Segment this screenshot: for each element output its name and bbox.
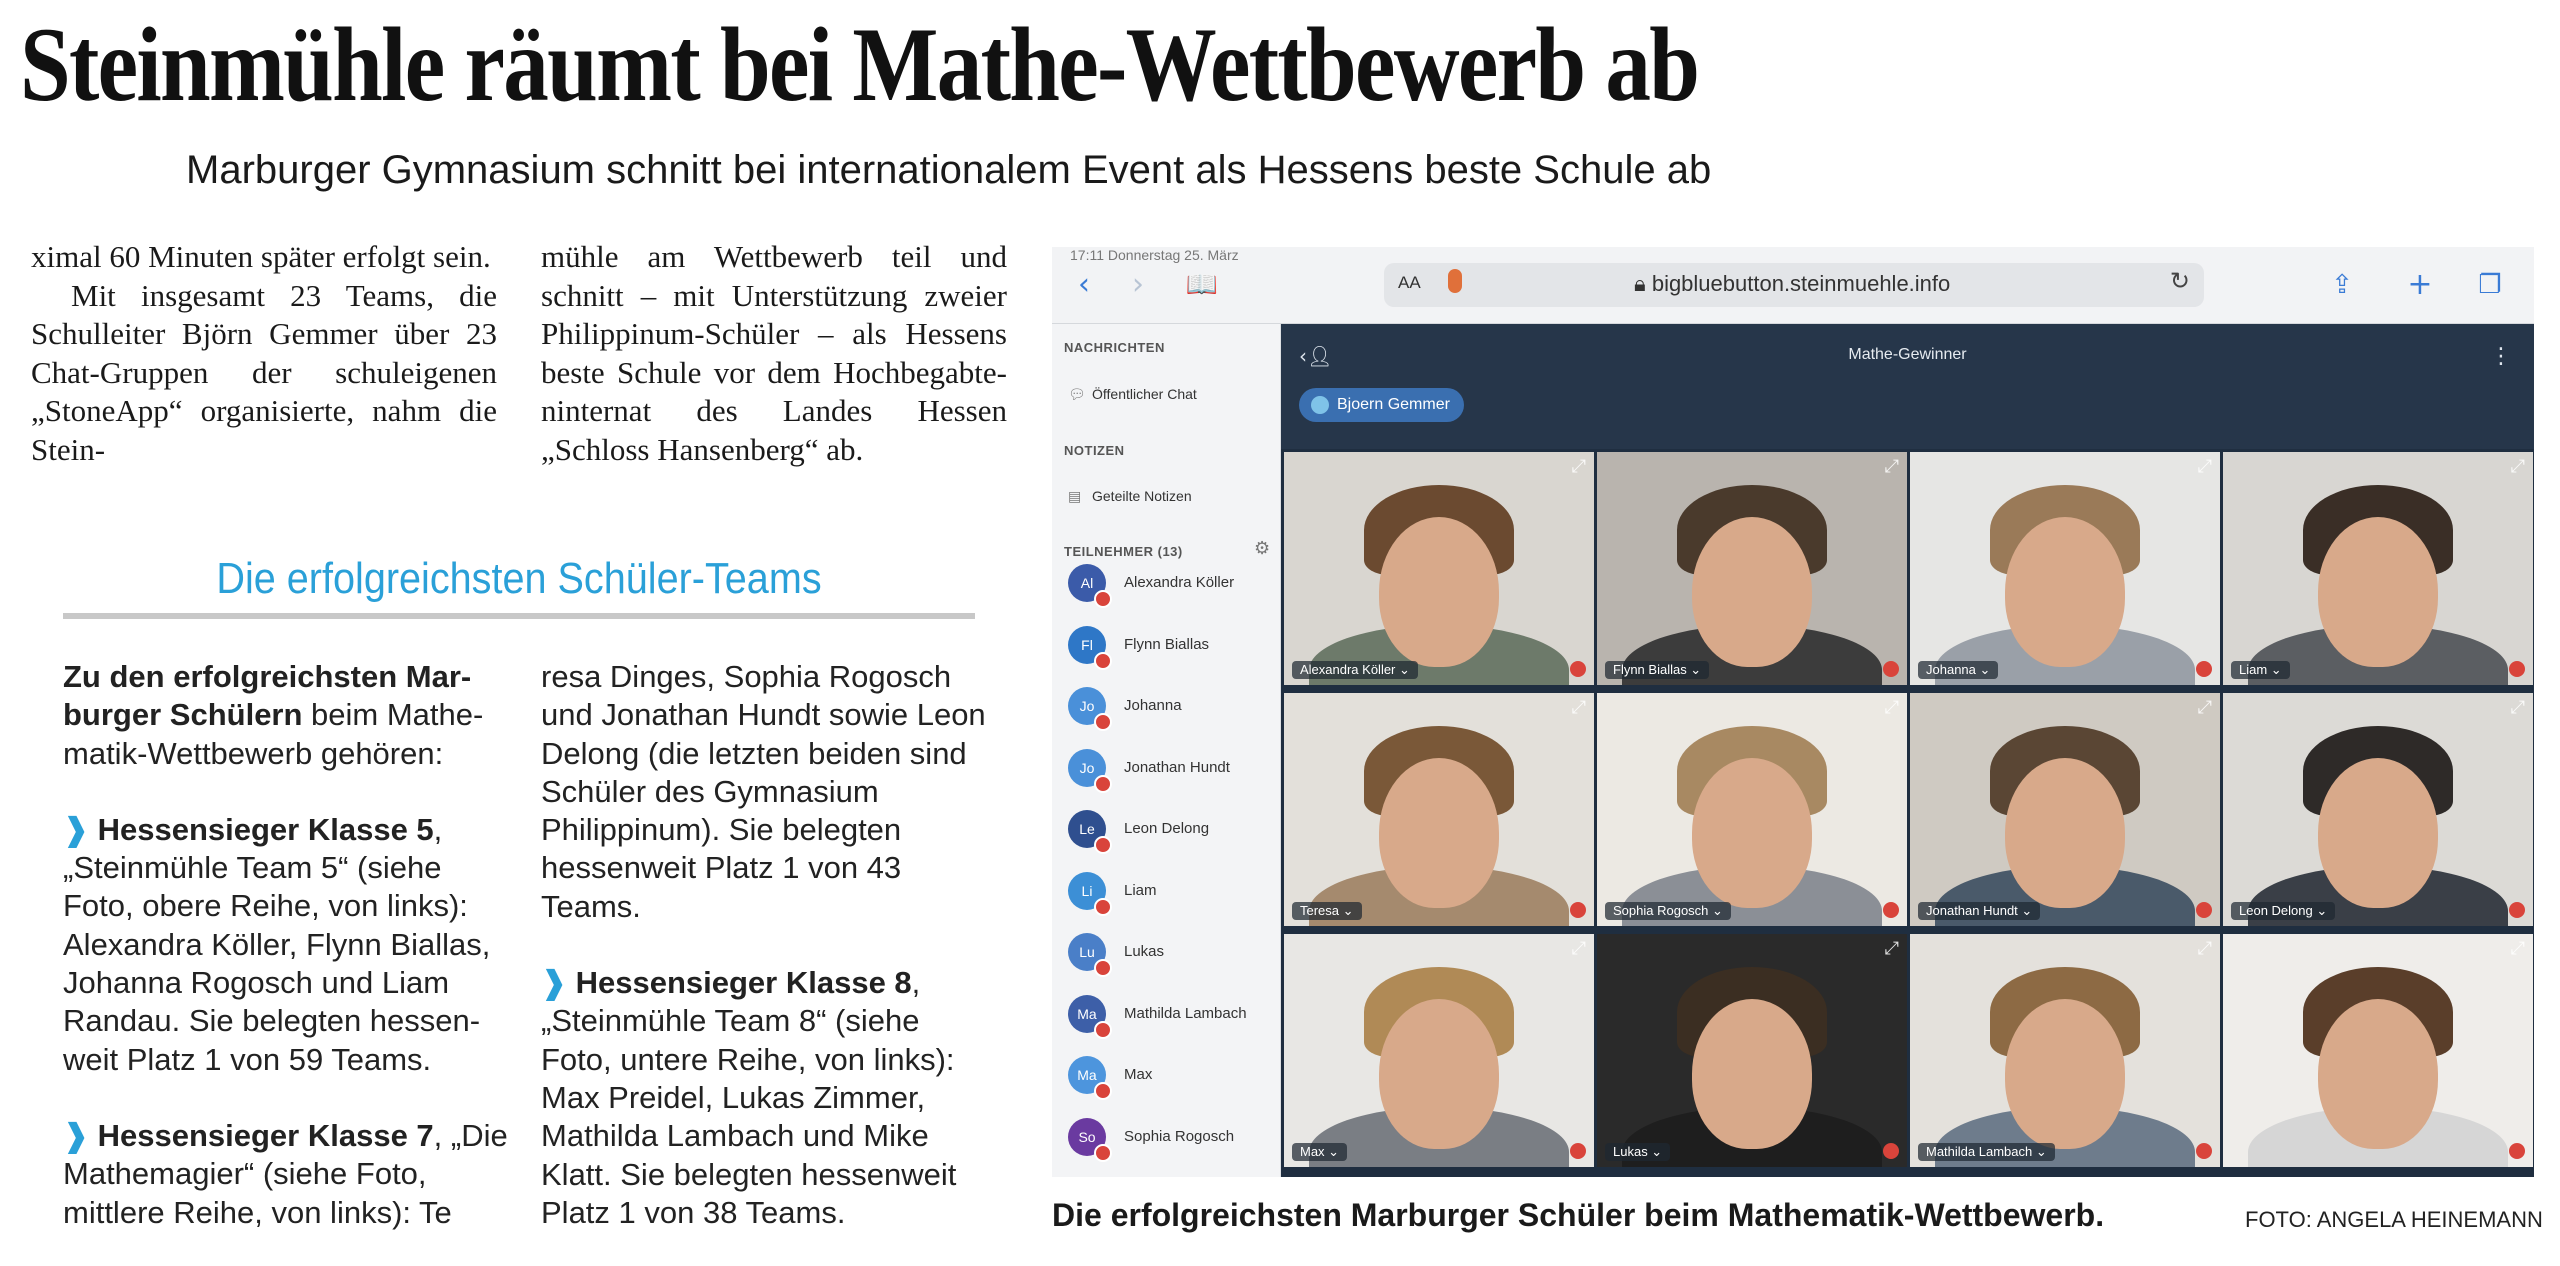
body-paragraph: mühle am Wettbewerb teil und schnitt – mit Unterstützung zweier Philippinum-Schüler – als Hessens beste Schule vor dem Hochbegabteninternat des Landes Hessen „Schloss Hansenberg“ ab. — [541, 239, 1007, 467]
avatar: Lu — [1068, 933, 1106, 971]
participant-name: Mathilda Lambach — [1124, 1004, 1247, 1022]
chat-bubble-icon: 💬︎ — [1068, 387, 1086, 403]
muted-mic-icon — [1094, 959, 1112, 977]
video-tile[interactable] — [2223, 693, 2533, 926]
fullscreen-icon[interactable]: ⤢ — [2510, 938, 2525, 959]
video-tile[interactable] — [1597, 693, 1907, 926]
participant-video-face — [1379, 517, 1499, 667]
photo-credit: FOTO: ANGELA HEINEMANN — [2245, 1207, 2543, 1232]
participant-video-face — [2318, 999, 2438, 1149]
messages-header: NACHRICHTEN — [1064, 340, 1165, 355]
participant-video-face — [1692, 758, 1812, 908]
muted-mic-icon — [1094, 713, 1112, 731]
video-name-label[interactable]: Leon Delong ⌄ — [2231, 902, 2335, 920]
participant-item[interactable] — [1068, 560, 1273, 608]
forward-arrow-icon[interactable]: › — [1132, 267, 1144, 302]
avatar: Ma — [1068, 1056, 1106, 1094]
entry-text: , „Die Mathemagier“ (siehe Foto, mittlere Reihe, von links): Te — [63, 1117, 508, 1230]
bullet-icon: ❱ — [63, 1117, 89, 1153]
muted-mic-icon — [2196, 1143, 2212, 1159]
presenter-badge[interactable]: Bjoern Gemmer — [1299, 388, 1464, 422]
infobox-column-1 — [63, 658, 513, 1232]
fullscreen-icon[interactable]: ⤢ — [1884, 938, 1899, 959]
participant-name: Sophia Rogosch — [1124, 1127, 1235, 1145]
bullet-icon: ❱ — [63, 811, 89, 847]
video-name-label[interactable]: Flynn Biallas ⌄ — [1605, 661, 1709, 679]
participant-name: Leon Delong — [1124, 820, 1210, 837]
fullscreen-icon[interactable]: ⤢ — [2197, 697, 2212, 718]
entry-text: , „Steinmühle Team 5“ (siehe Foto, obere Reihe, von links): Alexandra Köller, Flynn Biallas, Johanna Rogosch und Liam Randau. Sie belegten hessenweit Platz 1 von 59 Teams. — [63, 811, 491, 1077]
fullscreen-icon[interactable]: ⤢ — [2510, 697, 2525, 718]
fullscreen-icon[interactable]: ⤢ — [2510, 456, 2525, 477]
muted-mic-icon — [1094, 898, 1112, 916]
video-name-label[interactable]: Alexandra Köller ⌄ — [1292, 661, 1418, 679]
entry-title: Hessensieger Klasse 7 — [97, 1117, 434, 1153]
avatar: So — [1068, 1118, 1106, 1156]
fullscreen-icon[interactable]: ⤢ — [1571, 456, 1586, 477]
infobox-entry-class-7 — [63, 1117, 513, 1232]
video-tile[interactable] — [1910, 452, 2220, 685]
participant-video-face — [2318, 517, 2438, 667]
body-paragraph: Mit insgesamt 23 Teams, die Schulleiter Björn Gemmer über 23 Chat-Gruppen der schuleigenen „StoneApp“ organisierte, nahm die Stein- — [31, 277, 497, 467]
back-arrow-icon[interactable]: ‹ — [1078, 267, 1090, 302]
muted-mic-icon — [2196, 902, 2212, 918]
shared-notes-label: Geteilte Notizen — [1092, 488, 1192, 504]
infobox-divider — [63, 613, 975, 619]
participant-name: Flynn Biallas — [1124, 635, 1210, 653]
video-name-label[interactable]: Mathilda Lambach ⌄ — [1918, 1143, 2055, 1161]
muted-mic-icon — [1570, 902, 1586, 918]
muted-mic-icon — [1094, 1082, 1112, 1100]
fullscreen-icon[interactable]: ⤢ — [1571, 697, 1586, 718]
participant-item[interactable] — [1068, 622, 1273, 670]
participant-item[interactable] — [1068, 683, 1273, 731]
microphone-icon[interactable] — [1448, 269, 1462, 293]
infobox-intro-text: beim Mathematik-Wettbewerb gehören: — [63, 697, 484, 771]
video-name-label[interactable]: Jonathan Hundt ⌄ — [1918, 902, 2040, 920]
participant-video-face — [1692, 517, 1812, 667]
video-tile[interactable] — [1284, 693, 1594, 926]
participant-video-face — [2005, 517, 2125, 667]
infobox-title: Die erfolgreichsten Schüler-Teams — [216, 554, 822, 603]
infobox-intro — [63, 658, 513, 773]
user-list-toggle-icon[interactable]: ‹👤︎ — [1299, 344, 1333, 368]
avatar: Li — [1068, 872, 1106, 910]
muted-mic-icon — [2509, 1143, 2525, 1159]
participant-name: Johanna — [1124, 697, 1182, 714]
participant-video-face — [1379, 999, 1499, 1149]
participant-video-face — [2005, 758, 2125, 908]
video-name-label[interactable]: Liam ⌄ — [2231, 661, 2290, 679]
participant-item[interactable] — [1068, 868, 1273, 916]
video-tile[interactable] — [1597, 452, 1907, 685]
bbb-sidebar — [1052, 324, 1281, 1177]
participant-item[interactable] — [1068, 806, 1273, 854]
muted-mic-icon — [1094, 1144, 1112, 1162]
participant-item[interactable] — [1068, 929, 1273, 977]
fullscreen-icon[interactable]: ⤢ — [1884, 456, 1899, 477]
room-title: Mathe-Gewinner — [1848, 346, 1967, 363]
browser-toolbar — [1052, 247, 2534, 324]
bookmarks-book-icon[interactable]: 📖 — [1185, 270, 1219, 300]
participant-name: Alexandra Köller — [1124, 574, 1235, 591]
infobox-column-2 — [541, 658, 991, 1232]
participant-name: Liam — [1124, 881, 1157, 899]
muted-mic-icon — [1094, 775, 1112, 793]
participant-item[interactable] — [1068, 745, 1273, 793]
video-tile[interactable] — [1284, 934, 1594, 1167]
participant-item[interactable] — [1068, 1052, 1273, 1100]
notes-icon: ▤ — [1068, 489, 1082, 505]
entry-title: Hessensieger Klasse 8 — [575, 965, 912, 1001]
muted-mic-icon — [1570, 661, 1586, 677]
fullscreen-icon[interactable]: ⤢ — [2197, 938, 2212, 959]
avatar: Jo — [1068, 687, 1106, 725]
text-size-button[interactable]: AA — [1398, 273, 1421, 292]
public-chat-item[interactable] — [1068, 386, 1197, 403]
muted-mic-icon — [1883, 1143, 1899, 1159]
more-options-icon[interactable]: ⋮ — [2490, 344, 2512, 369]
entry-title: Hessensieger Klasse 5 — [97, 811, 434, 847]
article-body-column-1 — [31, 238, 497, 469]
participant-name: Jonathan Hundt — [1124, 758, 1230, 776]
avatar: Fl — [1068, 626, 1106, 664]
muted-mic-icon — [1094, 590, 1112, 608]
url-text — [1634, 271, 1950, 297]
participant-video-face — [2005, 999, 2125, 1149]
participant-item[interactable] — [1068, 1114, 1273, 1162]
public-chat-label: Öffentlicher Chat — [1092, 386, 1197, 402]
settings-gear-icon[interactable]: ⚙ — [1254, 538, 1271, 559]
notes-header: NOTIZEN — [1064, 443, 1125, 458]
headline: Steinmühle räumt bei Mathe-Wettbewerb ab — [20, 6, 1699, 123]
infobox-entry-class-8 — [541, 964, 991, 1232]
bbb-room-header — [1281, 324, 2534, 449]
muted-mic-icon — [1094, 836, 1112, 854]
muted-mic-icon — [1570, 1143, 1586, 1159]
video-tile[interactable] — [1597, 934, 1907, 1167]
muted-mic-icon — [2509, 661, 2525, 677]
article-body-column-2 — [541, 238, 1007, 469]
new-tab-plus-icon[interactable]: + — [2407, 267, 2433, 302]
muted-mic-icon — [1094, 1021, 1112, 1039]
video-tile[interactable] — [1910, 934, 2220, 1167]
reload-icon[interactable]: ↻ — [2169, 267, 2190, 295]
muted-mic-icon — [2196, 661, 2212, 677]
participant-name: Max — [1124, 1066, 1153, 1083]
video-name-label[interactable]: Max ⌄ — [1292, 1143, 1347, 1161]
muted-mic-icon — [2509, 902, 2525, 918]
video-name-label[interactable]: Teresa ⌄ — [1292, 902, 1362, 920]
video-tile[interactable] — [1284, 452, 1594, 685]
subheadline: Marburger Gymnasium schnitt bei internationalem Event als Hessens beste Schule ab — [186, 148, 1712, 192]
address-bar[interactable] — [1384, 263, 2204, 307]
muted-mic-icon — [1883, 661, 1899, 677]
participant-name: Lukas — [1124, 943, 1165, 960]
video-name-label[interactable]: Sophia Rogosch ⌄ — [1605, 902, 1731, 920]
fullscreen-icon[interactable]: ⤢ — [1884, 697, 1899, 718]
tabs-overview-icon[interactable]: ❐ — [2478, 270, 2502, 300]
entry-text: , „Steinmühle Team 8“ (siehe Foto, untere Reihe, von links): Max Preidel, Lukas Zimmer, Mathilda Lambach und Mike Klatt. Sie belegten hessenweit Platz 1 von 38 Teams. — [541, 965, 957, 1230]
avatar: Al — [1068, 564, 1106, 602]
lock-icon: 🔒︎ — [1634, 271, 1652, 296]
avatar: Jo — [1068, 749, 1106, 787]
participant-video-face — [1379, 758, 1499, 908]
video-name-label[interactable]: Lukas ⌄ — [1605, 1143, 1670, 1161]
video-tile[interactable] — [2223, 934, 2533, 1167]
status-bar-time: 17:11 Donnerstag 25. März — [1070, 247, 1239, 263]
fullscreen-icon[interactable]: ⤢ — [1571, 938, 1586, 959]
infobox-entry-class-5 — [63, 811, 513, 1079]
participant-item[interactable] — [1068, 991, 1273, 1039]
url-value: bigbluebutton.steinmuehle.info — [1651, 271, 1951, 296]
video-tile[interactable] — [2223, 452, 2533, 685]
video-grid — [1281, 449, 2534, 1177]
muted-mic-icon — [1094, 652, 1112, 670]
infobox-entry-class-7-continued: resa Dinges, Sophia Rogosch und Jonathan Hundt sowie Leon Delong (die letzten beiden sind Schüler des Gymnasium Philippinum). Sie belegten hessenweit Platz 1 von 43 Teams. — [541, 659, 986, 924]
fullscreen-icon[interactable]: ⤢ — [2197, 456, 2212, 477]
body-paragraph: ximal 60 Minuten später erfolgt sein. — [31, 239, 491, 274]
participant-video-face — [1692, 999, 1812, 1149]
photo-caption: Die erfolgreichsten Marburger Schüler beim Mathematik-Wettbewerb. — [1052, 1197, 2105, 1233]
article-photo — [1052, 247, 2534, 1177]
participants-header: TEILNEHMER (13) — [1064, 544, 1183, 559]
share-icon[interactable]: ⇪ — [2331, 270, 2353, 300]
shared-notes-item[interactable] — [1068, 488, 1192, 505]
avatar: Ma — [1068, 995, 1106, 1033]
video-tile[interactable] — [1910, 693, 2220, 926]
video-name-label[interactable]: Johanna ⌄ — [1918, 661, 1998, 679]
participant-video-face — [2318, 758, 2438, 908]
bullet-icon: ❱ — [541, 965, 567, 1001]
infobox-intro-bold: Zu den erfolgreichsten Marburger Schülern — [63, 659, 472, 733]
muted-mic-icon — [1883, 902, 1899, 918]
avatar: Le — [1068, 810, 1106, 848]
